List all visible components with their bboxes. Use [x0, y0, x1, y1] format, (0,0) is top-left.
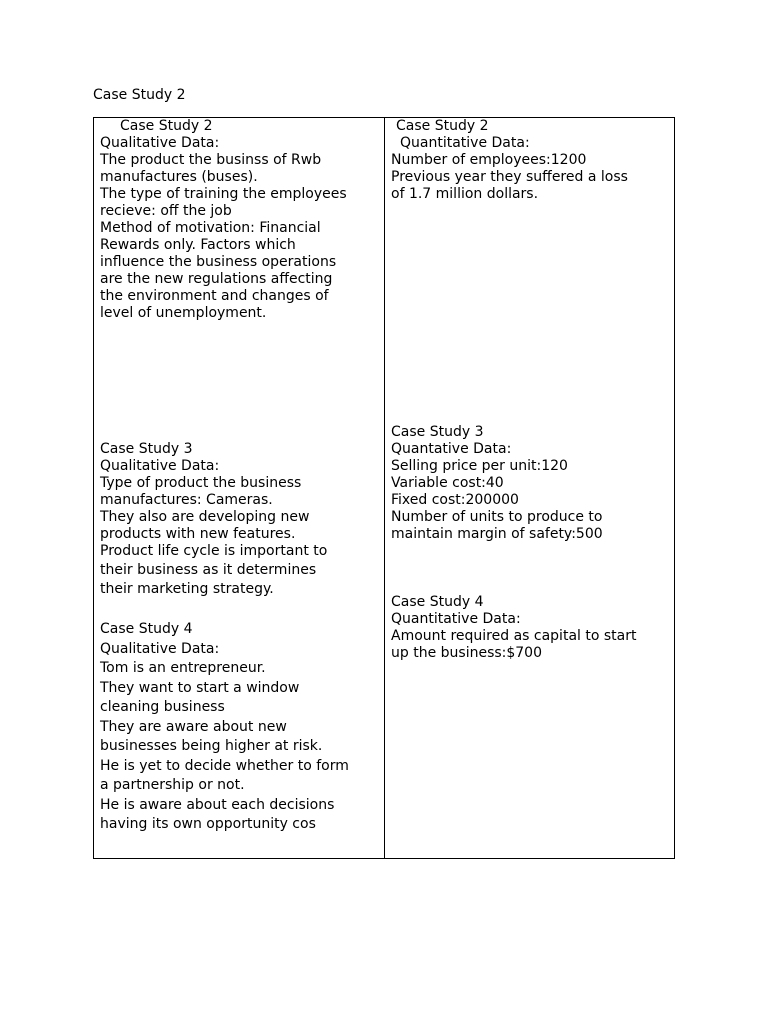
left-cs3-line: They also are developing new: [100, 509, 310, 525]
left-cs2-line: manufactures (buses).: [100, 169, 258, 185]
case-study-table: [93, 117, 675, 859]
right-cs2-line: Previous year they suffered a loss: [391, 169, 628, 185]
right-cs2-line: Number of employees:1200: [391, 152, 587, 168]
right-cs2-subtitle: Quantitative Data:: [400, 135, 530, 151]
page-heading: Case Study 2: [93, 87, 186, 103]
right-cs4-subtitle: Quantitative Data:: [391, 611, 521, 627]
left-cs4-line: a partnership or not.: [100, 777, 245, 793]
left-cs2-line: The product the businss of Rwb: [100, 152, 322, 168]
left-cs2-line: are the new regulations affecting: [100, 271, 333, 287]
left-cs3-line: Product life cycle is important to: [100, 543, 328, 559]
left-cs4-line: He is yet to decide whether to form: [100, 757, 349, 774]
left-cs3-line: their business as it determines: [100, 562, 317, 578]
left-cs4-line: He is aware about each decisions: [100, 796, 335, 813]
right-cs3-line: Number of units to produce to: [391, 509, 603, 525]
right-cs2-line: of 1.7 million dollars.: [391, 186, 539, 202]
right-cs3-subtitle: Quantative Data:: [391, 441, 512, 457]
right-cs4-title: Case Study 4: [391, 594, 484, 610]
left-case-study-2: [100, 118, 347, 322]
right-case-study-2: [391, 118, 628, 203]
left-cs2-line: the environment and changes of: [100, 288, 329, 304]
left-cs2-title: Case Study 2: [120, 118, 213, 134]
left-cs3-line: their marketing strategy.: [100, 581, 274, 597]
right-cs2-title: Case Study 2: [396, 118, 489, 134]
right-cs3-line: Fixed cost:200000: [391, 492, 519, 508]
left-cs4-line: Tom is an entrepreneur.: [100, 660, 266, 676]
left-cs2-line: influence the business operations: [100, 254, 337, 270]
left-cs4-subtitle: Qualitative Data:: [100, 640, 220, 657]
left-case-study-4: [100, 620, 349, 835]
right-case-study-3: [391, 424, 603, 543]
column-divider: [384, 118, 385, 858]
left-cs4-line: having its own opportunity cos: [100, 816, 316, 832]
left-cs2-line: recieve: off the job: [100, 203, 232, 219]
left-cs2-line: Rewards only. Factors which: [100, 237, 296, 253]
left-cs4-line: businesses being higher at risk.: [100, 738, 323, 754]
right-cs4-line: up the business:$700: [391, 645, 542, 661]
left-cs4-line: They are aware about new: [100, 718, 287, 735]
left-cs2-line: Method of motivation: Financial: [100, 220, 321, 236]
right-cs3-line: Variable cost:40: [391, 475, 504, 491]
left-case-study-3: [100, 441, 327, 598]
right-cs3-title: Case Study 3: [391, 424, 484, 440]
right-case-study-4: [391, 594, 636, 662]
left-cs3-line: products with new features.: [100, 526, 296, 542]
left-cs2-subtitle: Qualitative Data:: [100, 135, 220, 151]
left-cs4-title: Case Study 4: [100, 621, 193, 637]
left-cs3-subtitle: Qualitative Data:: [100, 458, 220, 474]
left-cs4-line: They want to start a window: [100, 679, 300, 696]
right-cs3-line: maintain margin of safety:500: [391, 526, 603, 542]
right-cs4-line: Amount required as capital to start: [391, 628, 637, 644]
left-cs3-title: Case Study 3: [100, 441, 193, 457]
left-cs3-line: Type of product the business: [100, 475, 302, 491]
left-cs2-line: The type of training the employees: [100, 186, 347, 202]
right-cs3-line: Selling price per unit:120: [391, 458, 568, 474]
left-cs4-line: cleaning business: [100, 699, 225, 715]
left-cs2-line: level of unemployment.: [100, 305, 267, 321]
left-cs3-line: manufactures: Cameras.: [100, 492, 273, 508]
